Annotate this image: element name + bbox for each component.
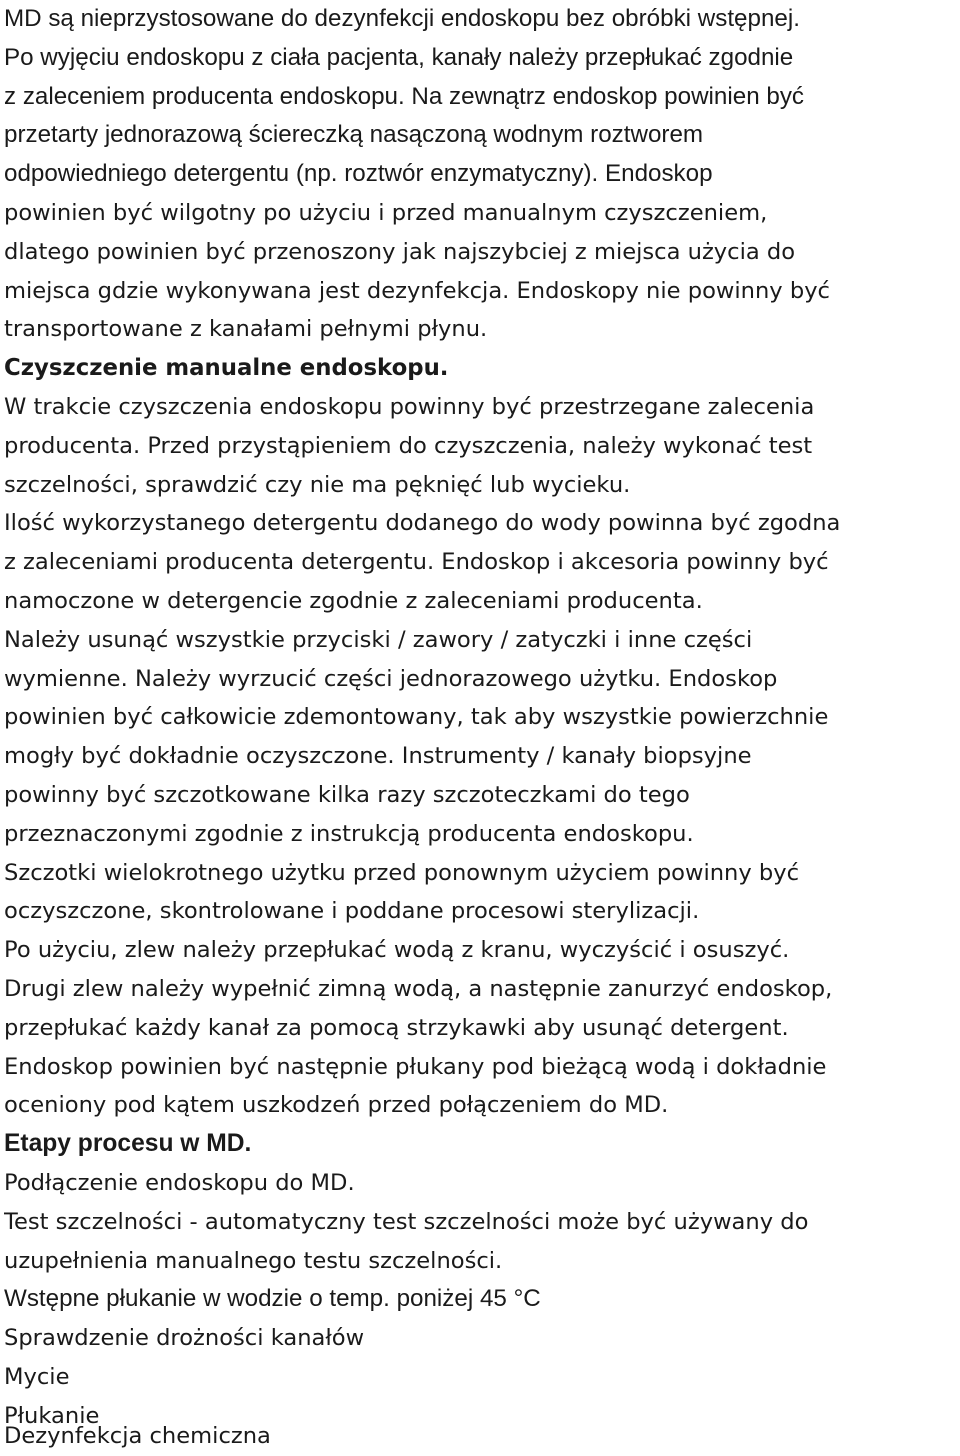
text-line: z zaleceniami producenta detergentu. Endoskop i akcesoria powinny być — [4, 549, 829, 576]
text-line: MD są nieprzystosowane do dezynfekcji endoskopu bez obróbki wstępnej. — [4, 5, 800, 32]
text-line: Endoskop powinien być następnie płukany pod bieżącą wodą i dokładnie — [4, 1053, 827, 1080]
text-line: Podłączenie endoskopu do MD. — [4, 1170, 355, 1196]
text-line: dlatego powinien być przenoszony jak najszybciej z miejsca użycia do — [4, 238, 796, 265]
text-line: Po użyciu, zlew należy przepłukać wodą z kranu, wyczyścić i osuszyć. — [4, 937, 790, 964]
text-line: Należy usunąć wszystkie przyciski / zawory / zatyczki i inne części — [4, 626, 753, 653]
text-line: powinien być wilgotny po użyciu i przed manualnym czyszczeniem, — [4, 200, 768, 226]
text-line: Ilość wykorzystanego detergentu dodanego do wody powinna być zgodna — [4, 510, 841, 537]
text-line: Sprawdzenie drożności kanałów — [4, 1325, 365, 1352]
text-line: przetarty jednorazową ściereczką nasączoną wodnym roztworem — [4, 121, 704, 149]
text-line: przeznaczonymi zgodnie z instrukcją producenta endoskopu. — [4, 820, 694, 847]
text-line: z zaleceniem producenta endoskopu. Na zewnątrz endoskop powinien być — [4, 82, 805, 110]
text-line: producenta. Przed przystąpieniem do czyszczenia, należy wykonać test — [4, 432, 813, 459]
text-line: transportowane z kanałami pełnymi płynu. — [4, 316, 488, 343]
text-line: miejsca gdzie wykonywana jest dezynfekcja. Endoskopy nie powinny być — [4, 277, 830, 304]
text-line: oceniony pod kątem uszkodzeń przed połączeniem do MD. — [4, 1092, 669, 1119]
text-line: Płukanie — [4, 1402, 100, 1429]
text-line: odpowiedniego detergentu (np. roztwór enzymatyczny). Endoskop — [4, 160, 713, 188]
text-line: przepłukać każdy kanał za pomocą strzykawki aby usunąć detergent. — [4, 1014, 789, 1041]
section-heading: Etapy procesu w MD. — [4, 1130, 252, 1158]
text-line: Szczotki wielokrotnego użytku przed ponownym użyciem powinny być — [4, 859, 800, 886]
text-line: W trakcie czyszczenia endoskopu powinny być przestrzegane zalecenia — [4, 394, 815, 420]
section-heading: Czyszczenie manualne endoskopu. — [4, 355, 449, 382]
text-line: oczyszczone, skontrolowane i poddane procesowi sterylizacji. — [4, 898, 700, 925]
text-line: wymienne. Należy wyrzucić części jednorazowego użytku. Endoskop — [4, 665, 778, 692]
text-line: Dezynfekcja chemiczna — [4, 1423, 271, 1449]
text-line: mogły być dokładnie oczyszczone. Instrumenty / kanały biopsyjne — [4, 743, 752, 770]
text-line: namoczone w detergencie zgodnie z zaleceniami producenta. — [4, 588, 703, 614]
text-line: powinien być całkowicie zdemontowany, tak aby wszystkie powierzchnie — [4, 704, 829, 731]
text-line: uzupełnienia manualnego testu szczelności. — [4, 1247, 503, 1274]
text-line: Po wyjęciu endoskopu z ciała pacjenta, kanały należy przepłukać zgodnie — [4, 43, 794, 71]
text-line: Drugi zlew należy wypełnić zimną wodą, a następnie zanurzyć endoskop, — [4, 976, 833, 1002]
text-line: Test szczelności - automatyczny test szczelności może być używany do — [4, 1208, 809, 1235]
text-line: szczelności, sprawdzić czy nie ma pęknięć lub wycieku. — [4, 471, 631, 498]
text-line: Wstępne płukanie w wodzie o temp. poniżej 45 °C — [4, 1285, 541, 1313]
text-line: Mycie — [4, 1364, 70, 1390]
text-line: powinny być szczotkowane kilka razy szczoteczkami do tego — [4, 782, 690, 808]
